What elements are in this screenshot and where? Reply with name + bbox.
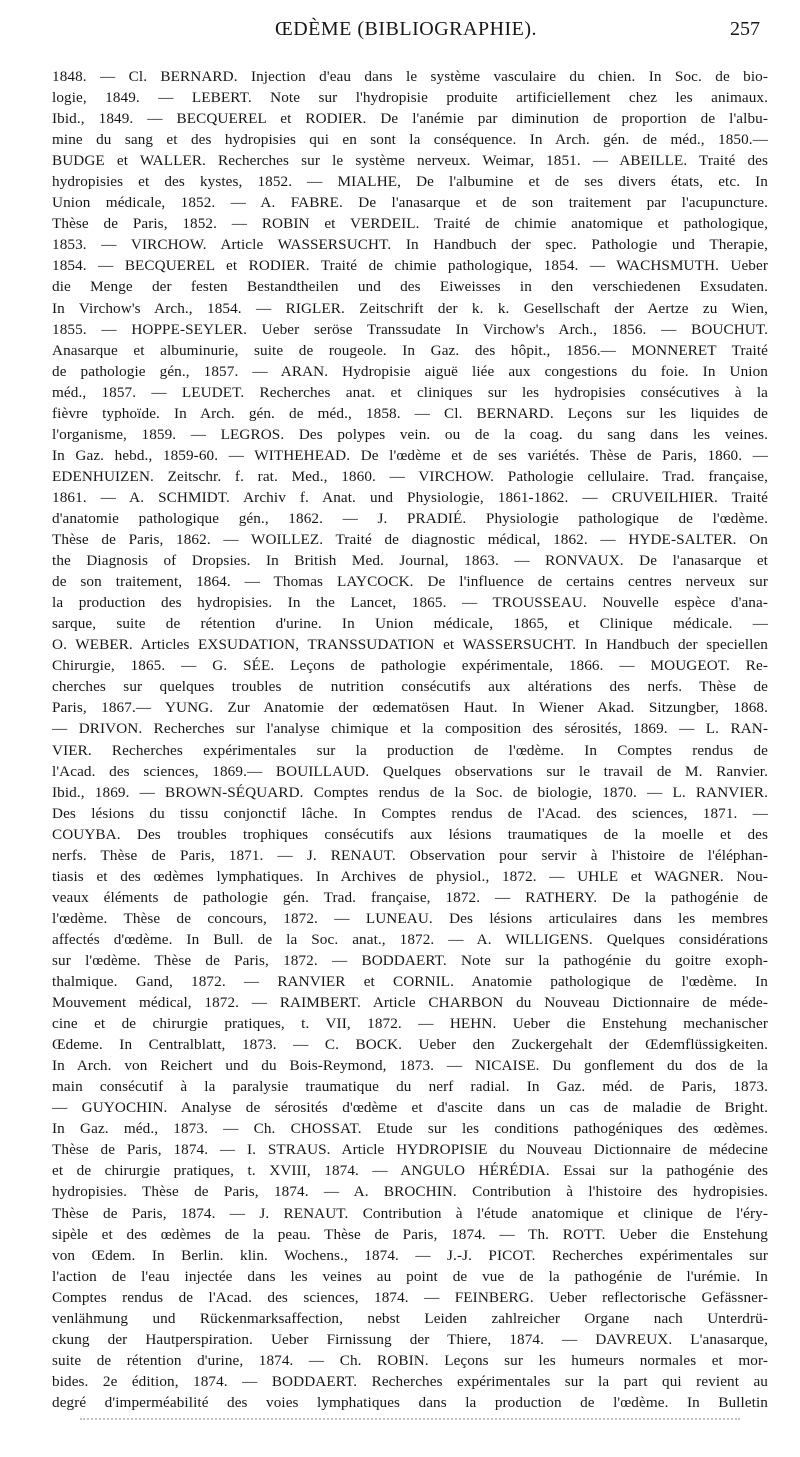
text-line: VIER. Recherches expérimentales sur la production de l'œdème. In Comptes rendus de bbox=[52, 741, 768, 759]
text-line: main consécutif à la paralysie traumatique du nerf radial. In Gaz. méd. de Paris, 1873. bbox=[52, 1078, 768, 1096]
text-line: veaux éléments de pathologie gén. Trad. française, 1872. — RATHERY. De la pathogénie de bbox=[52, 888, 768, 906]
text-line: Paris, 1867.— YUNG. Zur Anatomie der œdematösen Haut. In Wiener Akad. Sitzungber, 1868. bbox=[52, 699, 768, 717]
text-line: Mouvement médical, 1872. — RAIMBERT. Article CHARBON du Nouveau Dictionnaire de méde- bbox=[52, 994, 768, 1012]
bottom-bleedthrough-rule bbox=[80, 1418, 740, 1420]
text-line: Thèse de Paris, 1874. — I. STRAUS. Article HYDROPISIE du Nouveau Dictionnaire de médecine bbox=[52, 1141, 768, 1159]
text-line: sipèle et des œdèmes de la peau. Thèse de Paris, 1874. — Th. ROTT. Ueber die Enstehung bbox=[52, 1225, 768, 1243]
text-line: l'organisme, 1859. — LEGROS. Des polypes vein. ou de la coag. du sang dans les veines. bbox=[52, 425, 768, 443]
text-line: Comptes rendus de l'Acad. des sciences, 1874. — FEINBERG. Ueber reflectorische Gefässner- bbox=[52, 1288, 768, 1306]
text-line: l'Acad. des sciences, 1869.— BOUILLAUD. Quelques observations sur le travail de M. Ranvier. bbox=[52, 762, 768, 780]
text-line: In Virchow's Arch., 1854. — RIGLER. Zeitschrift der k. k. Gesellschaft der Aertze zu Wien, bbox=[52, 299, 768, 317]
text-line: In Arch. von Reichert und du Bois-Reymond, 1873. — NICAISE. Du gonflement du dos de la bbox=[52, 1057, 768, 1075]
text-line: the Diagnosis of Dropsies. In British Med. Journal, 1863. — RONVAUX. De l'anasarque et bbox=[52, 552, 768, 570]
text-line: EDENHUIZEN. Zeitschr. f. rat. Med., 1860. — VIRCHOW. Pathologie cellulaire. Trad. française, bbox=[52, 467, 768, 485]
text-line: COUYBA. Des troubles trophiques consécutifs aux lésions traumatiques de la moelle et des bbox=[52, 825, 768, 843]
text-line: tiasis et des œdèmes lymphatiques. In Archives de physiol., 1872. — UHLE et WAGNER. Nou- bbox=[52, 867, 768, 885]
text-line: Chirurgie, 1865. — G. SÉE. Leçons de pathologie expérimentale, 1866. — MOUGEOT. Re- bbox=[52, 657, 768, 675]
text-line: In Gaz. méd., 1873. — Ch. CHOSSAT. Etude sur les conditions pathogéniques des œdèmes. bbox=[52, 1120, 768, 1138]
text-line: Ibid., 1849. — BECQUEREL et RODIER. De l'anémie par diminution de proportion de l'albu- bbox=[52, 110, 768, 128]
text-line: — DRIVON. Recherches sur l'analyse chimique et la composition des sérosités, 1869. — L. RAN- bbox=[52, 720, 768, 738]
text-line: mine du sang et des hydropisies qui en sont la conséquence. In Arch. gén. de méd., 1850.— bbox=[52, 131, 768, 149]
text-line: bides. 2e édition, 1874. — BODDAERT. Recherches expérimentales sur la part qui revient au bbox=[52, 1372, 768, 1390]
bibliography-text bbox=[52, 66, 768, 1413]
text-line: 1854. — BECQUEREL et RODIER. Traité de chimie pathologique, 1854. — WACHSMUTH. Ueber bbox=[52, 257, 768, 275]
text-line: cine et de chirurgie pratiques, t. VII, 1872. — HEHN. Ueber die Enstehung mechanischer bbox=[52, 1015, 768, 1033]
text-line: logie, 1849. — LEBERT. Note sur l'hydropisie produite artificiellement chez les animaux. bbox=[52, 89, 768, 107]
text-line: sarque, suite de rétention d'urine. In Union médicale, 1865, et Clinique médicale. — bbox=[52, 615, 768, 633]
text-line: Thèse de Paris, 1862. — WOILLEZ. Traité de diagnostic médical, 1862. — HYDE-SALTER. On bbox=[52, 531, 768, 549]
text-line: sur l'œdème. Thèse de Paris, 1872. — BODDAERT. Note sur la pathogénie du goitre exoph- bbox=[52, 951, 768, 969]
text-line: Thèse de Paris, 1874. — J. RENAUT. Contribution à l'étude anatomique et clinique de l'éry- bbox=[52, 1204, 768, 1222]
text-line: O. WEBER. Articles EXSUDATION, TRANSSUDATION et WASSERSUCHT. In Handbuch der speciellen bbox=[52, 636, 768, 654]
text-line: von Œdem. In Berlin. klin. Wochens., 1874. — J.-J. PICOT. Recherches expérimentales sur bbox=[52, 1246, 768, 1264]
text-line: 1855. — HOPPE-SEYLER. Ueber seröse Transsudate In Virchow's Arch., 1856. — BOUCHUT. bbox=[52, 320, 768, 338]
text-line: die Menge der festen Bestandtheilen und des Eiweisses in den verschiedenen Exsudaten. bbox=[52, 278, 768, 296]
text-line: 1861. — A. SCHMIDT. Archiv f. Anat. und Physiologie, 1861-1862. — CRUVEILHIER. Traité bbox=[52, 488, 768, 506]
text-line: suite de rétention d'urine, 1874. — Ch. ROBIN. Leçons sur les humeurs normales et mor- bbox=[52, 1351, 768, 1369]
text-line: la production des hydropisies. In the Lancet, 1865. — TROUSSEAU. Nouvelle espèce d'ana- bbox=[52, 594, 768, 612]
text-line: l'action de l'eau injectée dans les veines au point de vue de la pathogénie de l'urémie. In bbox=[52, 1267, 768, 1285]
text-line: hydropisies. Thèse de Paris, 1874. — A. BROCHIN. Contribution à l'histoire des hydropisies. bbox=[52, 1183, 768, 1201]
text-line: et de chirurgie pratiques, t. XVIII, 1874. — ANGULO HÉRÉDIA. Essai sur la pathogénie des bbox=[52, 1162, 768, 1180]
page-header bbox=[52, 18, 760, 48]
text-line: Thèse de Paris, 1852. — ROBIN et VERDEIL. Traité de chimie anatomique et pathologique, bbox=[52, 215, 768, 233]
text-line: venlähmung und Rückenmarksaffection, nebst Leiden zahlreicher Organe nach Unterdrü- bbox=[52, 1309, 768, 1327]
text-line: de son traitement, 1864. — Thomas LAYCOCK. De l'influence de certains centres nerveux sur bbox=[52, 573, 768, 591]
text-line: d'anatomie pathologique gén., 1862. — J. PRADIÉ. Physiologie pathologique de l'œdème. bbox=[52, 509, 768, 527]
text-line: fièvre typhoïde. In Arch. gén. de méd., 1858. — Cl. BERNARD. Leçons sur les liquides de bbox=[52, 404, 768, 422]
text-line: 1848. — Cl. BERNARD. Injection d'eau dans le système vasculaire du chien. In Soc. de bio- bbox=[52, 68, 768, 85]
text-line: In Gaz. hebd., 1859-60. — WITHEHEAD. De l'œdème et de ses variétés. Thèse de Paris, 1860. — bbox=[52, 446, 768, 464]
text-line: BUDGE et WALLER. Recherches sur le système nerveux. Weimar, 1851. — ABEILLE. Traité des bbox=[52, 152, 768, 170]
text-line: l'œdème. Thèse de concours, 1872. — LUNEAU. Des lésions articulaires dans les membres bbox=[52, 909, 768, 927]
text-line: méd., 1857. — LEUDET. Recherches anat. et cliniques sur les hydropisies consécutives à la bbox=[52, 383, 768, 401]
text-line: nerfs. Thèse de Paris, 1871. — J. RENAUT. Observation pour servir à l'histoire de l'éléphan- bbox=[52, 846, 768, 864]
page-number: 257 bbox=[730, 18, 760, 40]
text-line: Des lésions du tissu conjonctif lâche. In Comptes rendus de l'Acad. des sciences, 1871. — bbox=[52, 804, 768, 822]
text-line: Anasarque et albuminurie, suite de rougeole. In Gaz. des hôpit., 1856.— MONNERET Traité bbox=[52, 341, 768, 359]
text-line: de pathologie gén., 1857. — ARAN. Hydropisie aiguë liée aux congestions du foie. In Union bbox=[52, 362, 768, 380]
text-line: Ibid., 1869. — BROWN-SÉQUARD. Comptes rendus de la Soc. de biologie, 1870. — L. RANVIER. bbox=[52, 783, 768, 801]
text-line: Union médicale, 1852. — A. FABRE. De l'anasarque et de son traitement par l'acupuncture. bbox=[52, 194, 768, 212]
text-line: affectés d'œdème. In Bull. de la Soc. anat., 1872. — A. WILLIGENS. Quelques considérations bbox=[52, 930, 768, 948]
text-line: 1853. — VIRCHOW. Article WASSERSUCHT. In Handbuch der spec. Pathologie und Therapie, bbox=[52, 236, 768, 254]
text-line: — GUYOCHIN. Analyse de sérosités d'œdème et d'ascite dans un cas de maladie de Bright. bbox=[52, 1099, 768, 1117]
text-line: ckung der Hautperspiration. Ueber Firnissung der Thiere, 1874. — DAVREUX. L'anasarque, bbox=[52, 1330, 768, 1348]
text-line: hydropisies et des kystes, 1852. — MIALHE, De l'albumine et de ses divers états, etc. In bbox=[52, 173, 768, 191]
text-line: Œdeme. In Centralblatt, 1873. — C. BOCK. Ueber den Zuckergehalt der Œdemflüssigkeiten. bbox=[52, 1036, 768, 1054]
text-line: thalmique. Gand, 1872. — RANVIER et CORNIL. Anatomie pathologique de l'œdème. In bbox=[52, 973, 768, 991]
text-line: degré d'imperméabilité des voies lymphatiques dans la production de l'œdème. In Bulletin bbox=[52, 1393, 768, 1411]
running-title: ŒDÈME (BIBLIOGRAPHIE). bbox=[274, 18, 538, 40]
text-line: cherches sur quelques troubles de nutrition consécutifs aux altérations des nerfs. Thèse de bbox=[52, 678, 768, 696]
